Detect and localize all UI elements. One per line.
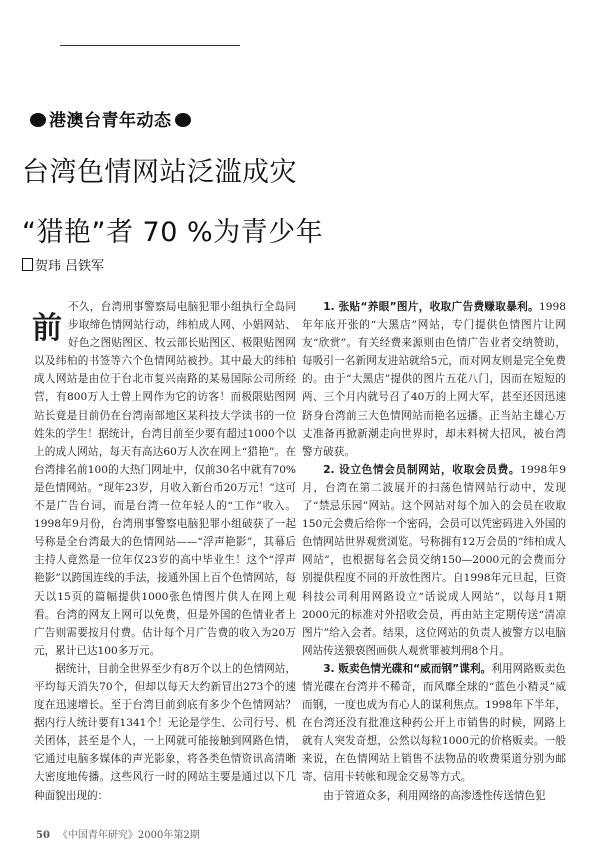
page-number: 50 [36,830,50,841]
paragraph-heading: 1. 张贴“养眼”图片，收取广告费赚取暴利。 [323,301,540,313]
paragraph [302,660,566,787]
paragraph-body: 1998年年底开张的“大黑店”网站，专门提供色情图片让网友“欣赏”。有关经费来源则由色情广告业者交纳赞助，每吸引一名新网友进站就给5元，而对网友则是完全免费的。由于“大黑店”提供的图片五花八门，因而在短短的两、三个月内就号召了40万的上网大军，甚至还因迅速跻身台湾前三大色情网站而艳名远播。正当站主雄心万丈准备再掀新潮走向世界时，却未料树大招风，被台湾警方破获。 [302,301,566,458]
article-title-line2: “猎艳”者 70 %为青少年 [22,217,324,248]
author-box-icon [22,258,33,271]
article-title-line1: 台湾色情网站泛滥成灾 [22,157,297,188]
paragraph-body: 1998年9月，台湾在第二波展开的扫荡色情网站行动中，发现了“禁忌乐园”网站。这个网站对每个加入的会员在收取150元会费后给你一个密码，会员可以凭密码进入外国的色情网站世界观赏浏览。号称拥有12万会员的“纬柏成人网站”，也根据每名会员交纳150—2000元的会费而分别提供程度不同的开放性图片。自1998年元旦起，巨资科技公司利用网路设立“话说成人网站”，以每月1期2000元的标准对外招收会员，再由站主定期传送“清凉图片”给入会者。结果，这位网站的负责人被警方以电脑网站传送猥亵图画供人观赏罪被判刑8个月。 [302,463,566,657]
paragraph-body: 利用网路贩卖色情光碟在台湾并不稀奇，而风靡全球的“蓝色小精灵”威而钢，一度也成为有心人的谋利焦点。1998年下半年，在台湾还没有批准这种药公开上市销售的时候，网路上就有人突发奇想，公然以每粒1000元的价格贩卖。一般来说，在色情网站上销售不法物品的收费渠道分别为邮寄、信用卡转帐和现金交易等方式。 [302,662,566,784]
page-footer [36,826,200,841]
paragraph [302,787,566,805]
paragraph [302,461,566,660]
paragraph: 不久，台湾刑事警察局电脑犯罪小组执行全岛同步取缔色情网站行动，纬柏成人网、小娟网站、好色之图贴图区、牧云部长贴图区、极限贴图网以及纬柏的书签等六个色情网站被抄。其中最大的纬柏成人网站是由位于台北市复兴南路的某易国际公司所经营，有800万人士曾上网作为它的访客！而极限贴图网站长竟是目前仍在台湾南部地区某科技大学读书的一位姓朱的学生！据统计，台湾目前至少要有超过1000个以上的成人网站，每天有高达60万人次在网上“猎艳”。在台湾排名前100的大热门网址中，仅前30名中就有70%是色情网站。“现年23岁，月收入新台币20万元！”这可不是广告台词，而是台湾一位年轻人的“工作”收入。1998年9月份，台湾刑事警察电脑犯罪小组破获了一起号称是全台湾最大的色情网站——“浮声艳影”，其幕后主持人竟然是一位年仅23岁的高中毕业生！这个“浮声艳影”以跨国连线的手法，接通外国上百个色情网站，每天以15页的篇幅提供1000张色情图片供人在网上观看。台湾的网友上网可以免费，但是外国的色情业者上广告则需要按月付费。估计每个月广告费的收入为20万元，累计已达100多万元。 [34,301,296,657]
bullet-dot-icon [30,113,46,127]
paragraph-heading: 2. 设立色情会员制网站，收取会员费。 [323,463,521,476]
journal-source: 《中国青年研究》2000年第2期 [57,830,200,841]
drop-cap: 前 [32,311,62,346]
section-label [30,106,191,131]
paragraph-heading: 3. 贩卖色情光碟和“威而钢”谍利。 [323,662,492,675]
section-label-text: 港澳台青年动态 [49,111,172,131]
paragraph: 据统计，目前全世界至少有8万个以上的色情网站，平均每天消失70个，但却以每天大约新冒出273个的速度在迅速增长。至于台湾目前到底有多少个色情网站？据内行人统计要有1341个！无论是学生、公司行号、机关团体，甚至是个人，一上网就可能接触到网路色情，它通过电脑多媒体的声光影象，将各类色情资讯高清晰大密度地传播。这些风行一时的网站主要是通过以下几种面貌出现的： [34,662,296,802]
left-column [34,298,296,805]
paragraph-body: 由于管道众多，利用网络的高渗透性传送情色犯 [323,789,546,802]
top-rule [60,45,240,46]
author-names: 贺玮 吕铁军 [35,259,105,274]
bullet-dot-icon [175,113,191,127]
right-column [302,298,566,805]
paragraph [302,298,566,461]
authors [22,255,104,274]
